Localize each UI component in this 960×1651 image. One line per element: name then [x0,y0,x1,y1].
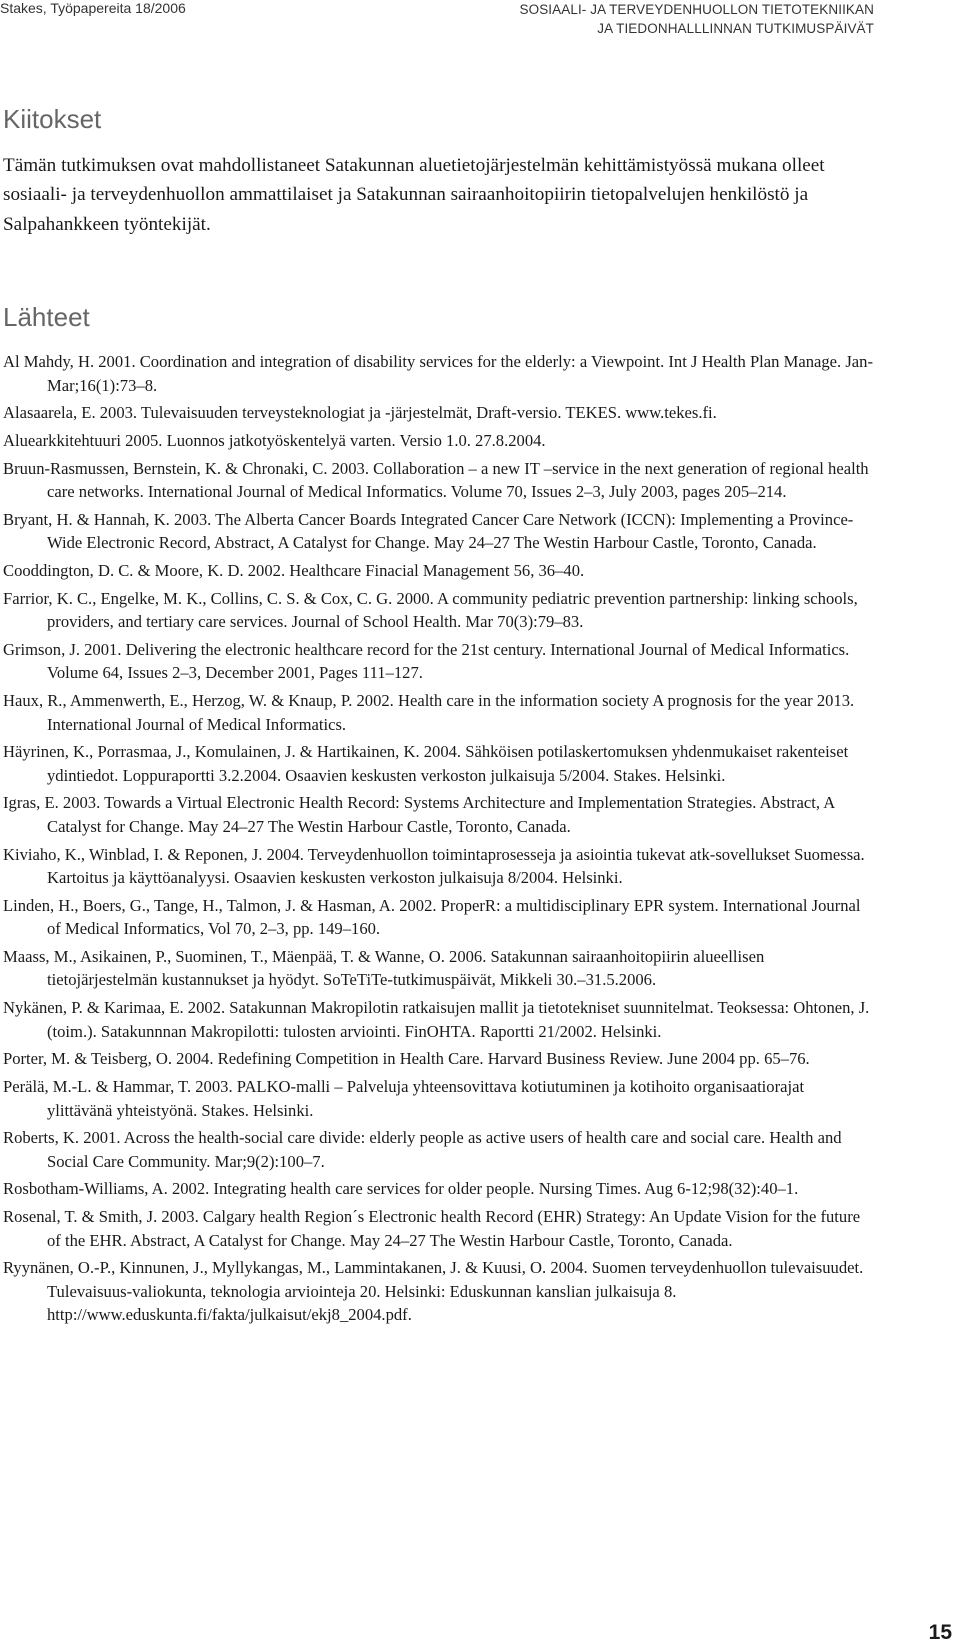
reference-item: Haux, R., Ammenwerth, E., Herzog, W. & Knaup, P. 2002. Health care in the information society A prognosis for the year 2013. International Journal of Medical Informatics. [3,691,855,734]
reference-item: Cooddington, D. C. & Moore, K. D. 2002. Healthcare Finacial Management 56, 36–40. [3,560,585,580]
running-header-right [519,0,874,38]
reference-item: Porter, M. & Teisberg, O. 2004. Redefining Competition in Health Care. Harvard Business Review. June 2004 pp. 65–76. [3,1049,810,1069]
page-number: 15 [928,1621,952,1644]
reference-item: Alasaarela, E. 2003. Tulevaisuuden terveysteknologiat ja -järjestelmät, Draft-versio. TEKES. www.tekes.fi. [3,403,717,423]
acknowledgements-paragraph: Tämän tutkimuksen ovat mahdollistaneet Satakunnan aluetietojärjestelmän kehittämistyössä mukana olleet sosiaali- ja terveydenhuollon ammattilaiset ja Satakunnan sairaanhoitopiirin tietopalvelujen henkilöstö ja Salpahankkeen työntekijät. [3,155,825,235]
running-header-right-line1: SOSIAALI- JA TERVEYDENHUOLLON TIETOTEKNIIKAN [519,2,874,17]
reference-item: Häyrinen, K., Porrasmaa, J., Komulainen, J. & Hartikainen, K. 2004. Sähköisen potilaskertomuksen yhdenmukaiset rakenteiset ydintiedot. Loppuraportti 3.2.2004. Osaavien keskusten verkoston julkaisuja 5/2004. Stakes. Helsinki. [3,742,849,785]
reference-item: Nykänen, P. & Karimaa, E. 2002. Satakunnan Makropilotin ratkaisujen mallit ja tietotekniset suunnitelmat. Teoksessa: Ohtonen, J. (toim.). Satakunnnan Makropilotti: tulosten arviointi. FinOHTA. Raportti 21/2002. Helsinki. [3,998,870,1041]
reference-item: Rosenal, T. & Smith, J. 2003. Calgary health Region´s Electronic health Record (EHR) Strategy: An Update Vision for the future of the EHR. Abstract, A Catalyst for Change. May 24–27 The Westin Harbour Castle, Toronto, Canada. [3,1207,861,1250]
reference-item: Al Mahdy, H. 2001. Coordination and integration of disability services for the elderly: a Viewpoint. Int J Health Plan Manage. Jan-Mar;16(1):73–8. [3,352,873,395]
reference-item: Bruun-Rasmussen, Bernstein, K. & Chronaki, C. 2003. Collaboration – a new IT –service in the next generation of regional health care networks. International Journal of Medical Informatics. Volume 70, Issues 2–3, July 2003, pages 205–214. [3,458,869,502]
reference-item: Maass, M., Asikainen, P., Suominen, T., Mäenpää, T. & Wanne, O. 2006. Satakunnan sairaanhoitopiirin alueellisen tietojärjestelmän kustannukset ja hyödyt. SoTeTiTe-tutkimuspäivät, Mikkeli 30.–31.5.2006. [3,946,765,990]
running-header-left: Stakes, Työpapereita 18/2006 [0,0,186,16]
reference-item: Aluearkkitehtuuri 2005. Luonnos jatkotyöskentelyä varten. Versio 1.0. 27.8.2004. [3,430,546,450]
reference-list [3,350,873,1331]
reference-item: Grimson, J. 2001. Delivering the electronic healthcare record for the 21st century. International Journal of Medical Informatics. Volume 64, Issues 2–3, December 2001, Pages 111–127. [3,639,850,683]
reference-item: Farrior, K. C., Engelke, M. K., Collins, C. S. & Cox, C. G. 2000. A community pediatric prevention partnership: linking schools, providers, and tertiary care services. Journal of School Health. Mar 70(3):79–83. [3,588,858,632]
reference-item: Linden, H., Boers, G., Tange, H., Talmon, J. & Hasman, A. 2002. ProperR: a multidisciplinary EPR system. International Journal of Medical Informatics, Vol 70, 2–3, pp. 149–160. [3,895,861,939]
reference-item: Perälä, M.-L. & Hammar, T. 2003. PALKO-malli – Palveluja yhteensovittava kotiutuminen ja kotihoito organisaatiorajat ylittävänä yhteistyönä. Stakes. Helsinki. [3,1077,805,1120]
reference-item: Roberts, K. 2001. Across the health-social care divide: elderly people as active users of health care and social care. Health and Social Care Community. Mar;9(2):100–7. [3,1128,842,1171]
reference-item: Kiviaho, K., Winblad, I. & Reponen, J. 2004. Terveydenhuollon toimintaprosesseja ja asiointia tukevat atk-sovellukset Suomessa. Kartoitus ja käyttöanalyysi. Osaavien keskusten verkoston julkaisuja 8/2004. Helsinki. [3,844,865,888]
reference-item: Bryant, H. & Hannah, K. 2003. The Alberta Cancer Boards Integrated Cancer Care Network (ICCN): Implementing a Province-Wide Electronic Record, Abstract, A Catalyst for Change. May 24–27 The Westin Harbour Castle, Toronto, Canada. [3,509,854,553]
reference-item: Rosbotham-Williams, A. 2002. Integrating health care services for older people. Nursing Times. Aug 6-12;98(32):40–1. [3,1179,799,1199]
running-header-right-line2: JA TIEDONHALLLINNAN TUTKIMUSPÄIVÄT [597,21,874,36]
acknowledgements-heading: Kiitokset [3,104,102,134]
reference-item: Ryynänen, O.-P., Kinnunen, J., Myllykangas, M., Lammintakanen, J. & Kuusi, O. 2004. Suomen terveydenhuollon tulevaisuudet. Tulevaisuus-valiokunta, teknologia arviointeja 20. Helsinki: Eduskunnan kanslian julkaisuja 8. http://www.eduskunta.fi/fakta/julkaisut/ekj8_2004.pdf. [3,1258,864,1325]
reference-item: Igras, E. 2003. Towards a Virtual Electronic Health Record: Systems Architecture and Implementation Strategies. Abstract, A Catalyst for Change. May 24–27 The Westin Harbour Castle, Toronto, Canada. [3,793,835,836]
references-heading: Lähteet [3,302,90,332]
